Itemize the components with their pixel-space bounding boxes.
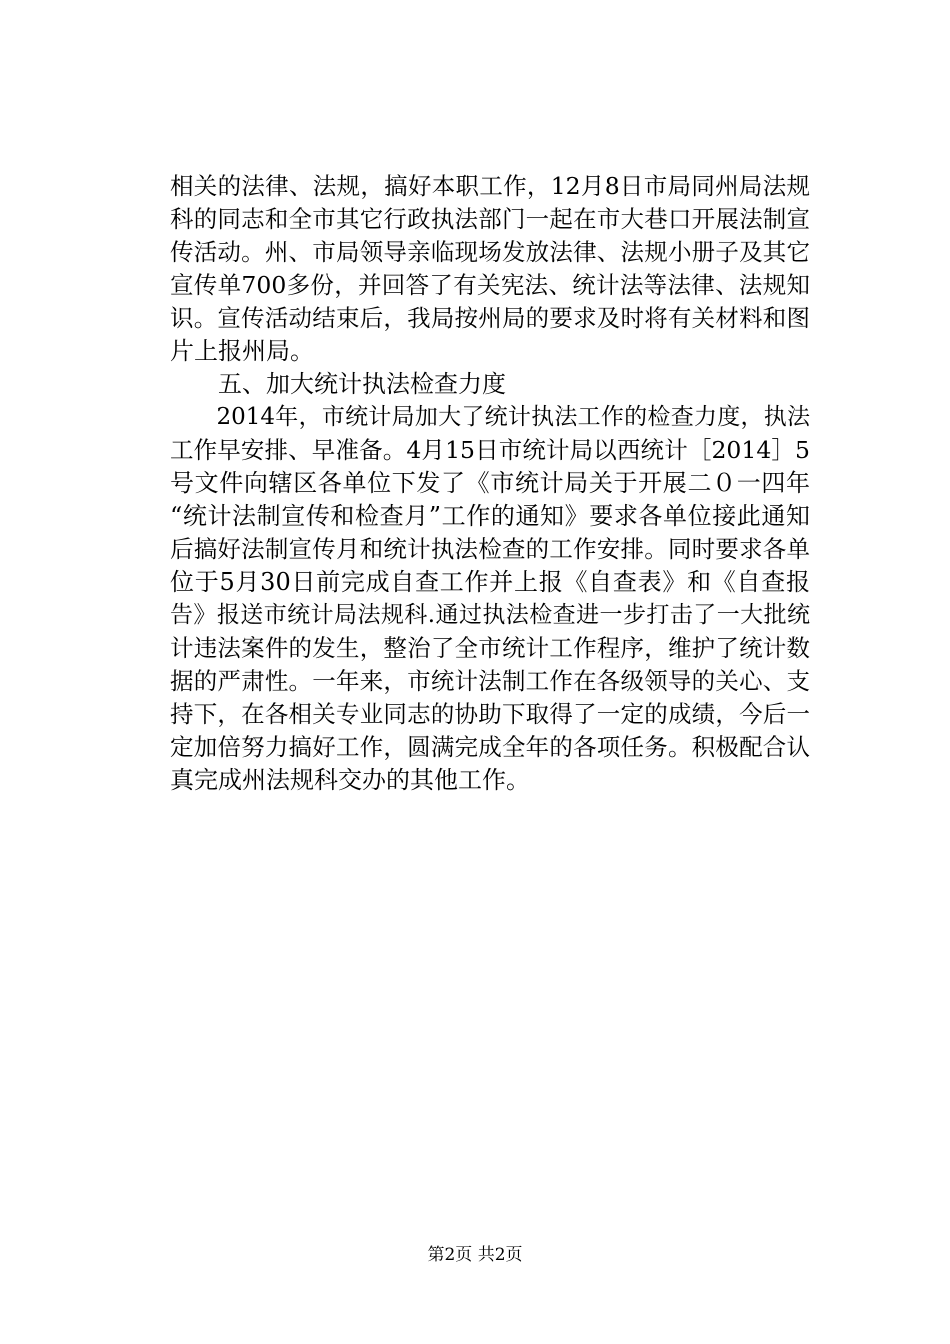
text-line: 宣传单700多份，并回答了有关宪法、统计法等法律、法规知 [170,271,810,299]
text-line: 识。宣传活动结束后，我局按州局的要求及时将有关材料和图 [170,304,810,332]
text-line: 片上报州局。 [170,337,314,365]
text-line: 真完成州法规科交办的其他工作。 [170,766,530,794]
text-line: 位于5月30日前完成自查工作并上报《自查表》和《自查报 [170,568,810,596]
page-footer: 第2页 共2页 [427,1245,523,1265]
text-line: 据的严肃性。一年来，市统计法制工作在各级领导的关心、支 [170,667,810,695]
text-line: 计违法案件的发生，整治了全市统计工作程序，维护了统计数 [170,634,810,662]
text-line: 传活动。州、市局领导亲临现场发放法律、法规小册子及其它 [170,238,810,266]
text-line: 2014年，市统计局加大了统计执法工作的检查力度，执法 [170,404,810,430]
body-text [170,170,810,797]
text-line: 定加倍努力搞好工作，圆满完成全年的各项任务。积极配合认 [170,733,810,761]
text-line: “统计法制宣传和检查月”工作的通知》要求各单位接此通知 [170,502,810,530]
text-line: 持下，在各相关专业同志的协助下取得了一定的成绩，今后一 [170,700,810,728]
text-line: 相关的法律、法规，搞好本职工作，12月8日市局同州局法规 [170,172,810,200]
text-line: 工作早安排、早准备。4月15日市统计局以西统计［2014］5 [170,436,810,464]
text-line: 告》报送市统计局法规科.通过执法检查进一步打击了一大批统 [170,602,810,628]
text-line: 号文件向辖区各单位下发了《市统计局关于开展二０一四年 [170,469,810,497]
text-line: 科的同志和全市其它行政执法部门一起在市大巷口开展法制宣 [170,205,810,233]
text-line: 后搞好法制宣传月和统计执法检查的工作安排。同时要求各单 [170,535,810,563]
section-heading: 五、加大统计执法检查力度 [170,370,506,398]
